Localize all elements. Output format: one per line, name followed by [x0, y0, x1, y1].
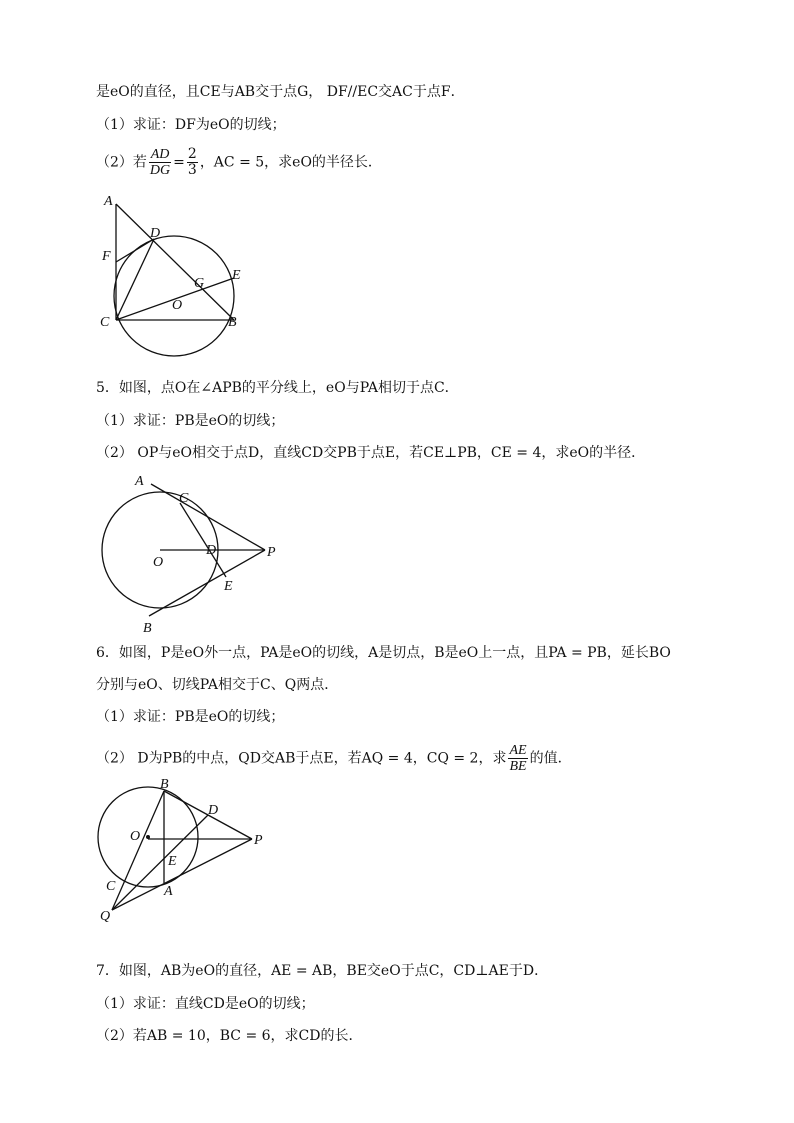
- p4-eq: =: [173, 154, 185, 171]
- p6-label-b: B: [160, 777, 169, 792]
- p5-label-a: A: [135, 474, 144, 489]
- p4-label-g: G: [194, 276, 205, 291]
- p6-fraction-ae-be: [508, 743, 527, 774]
- p6-label-d: D: [208, 803, 219, 818]
- p7-part2: （2）若AB = 10，BC = 6，求CD的长．: [96, 1028, 363, 1044]
- p4-part2: [96, 147, 382, 178]
- p4-fraction-value: [187, 147, 198, 178]
- p4-part2-post: ，AC = 5，求eO的半径长．: [199, 154, 382, 171]
- p6-label-e: E: [168, 854, 177, 869]
- p6-line-qd: [112, 815, 208, 910]
- p5-label-e: E: [224, 579, 233, 594]
- p4-circle: [114, 236, 234, 356]
- p6-line-bq: [112, 791, 164, 910]
- p5-label-c: C: [179, 491, 189, 506]
- p6-figure: [90, 770, 280, 925]
- p4-frac-num: AD: [150, 147, 170, 162]
- p6-part2-pre: （2） D为PB的中点，QD交AB于点E，若AQ = 4，CQ = 2，求: [96, 750, 507, 767]
- p4-val-den: 3: [187, 162, 197, 178]
- p5-part1: （1）求证：PB是eO的切线；: [96, 413, 285, 429]
- p4-part2-pre: （2）若: [96, 154, 147, 171]
- p4-label-o: O: [172, 298, 183, 313]
- p6-label-a: A: [164, 884, 173, 899]
- p6-part1: （1）求证：PB是eO的切线；: [96, 709, 285, 725]
- p4-label-b: B: [228, 315, 237, 330]
- p5-label-p: P: [267, 545, 276, 560]
- p4-val-num: 2: [187, 146, 197, 162]
- p6-label-o: O: [130, 829, 141, 844]
- p5-label-b: B: [143, 621, 152, 636]
- p4-label-a: A: [104, 194, 113, 209]
- p4-label-e: E: [232, 268, 241, 283]
- p6-text-line2: 分别与eO、切线PA相交于C、Q两点．: [96, 677, 339, 693]
- p4-figure: [90, 190, 260, 365]
- p4-frac-den: DG: [149, 163, 171, 178]
- p6-label-c: C: [106, 879, 116, 894]
- p6-label-q: Q: [100, 909, 111, 924]
- p5-label-o: O: [153, 555, 164, 570]
- p4-fraction-ad-dg: [149, 147, 171, 178]
- p6-frac-den: BE: [509, 759, 527, 774]
- p4-part1: （1）求证：DF为eO的切线；: [96, 117, 286, 133]
- p6-center-dot: [146, 835, 150, 839]
- p5-line-pa: [151, 484, 265, 550]
- p6-part2-post: 的值．: [529, 750, 572, 767]
- p6-label-p: P: [254, 833, 263, 848]
- p6-text-line1: 6．如图，P是eO外一点，PA是eO的切线，A是切点，B是eO上一点，且PA = PB，延长BO: [96, 645, 671, 661]
- p5-label-d: D: [206, 543, 217, 558]
- p4-label-c: C: [100, 315, 110, 330]
- p5-figure: [95, 470, 295, 640]
- p6-frac-num: AE: [509, 743, 527, 758]
- p7-part1: （1）求证：直线CD是eO的切线；: [96, 996, 315, 1012]
- p5-part2: （2） OP与eO相交于点D，直线CD交PB于点E，若CE⊥PB，CE = 4，求eO的半径．: [96, 445, 646, 461]
- p5-line-pb: [149, 550, 265, 616]
- p4-text-line1: 是eO的直径，且CE与AB交于点G， DF//EC交AC于点F．: [96, 84, 465, 100]
- p7-text-line1: 7．如图，AB为eO的直径，AE = AB，BE交eO于点C，CD⊥AE于D．: [96, 963, 549, 979]
- p6-line-qp: [112, 839, 252, 910]
- p5-text-line1: 5．如图，点O在∠APB的平分线上，eO与PA相切于点C．: [96, 380, 459, 396]
- p4-label-f: F: [102, 249, 111, 264]
- p4-label-d: D: [150, 226, 161, 241]
